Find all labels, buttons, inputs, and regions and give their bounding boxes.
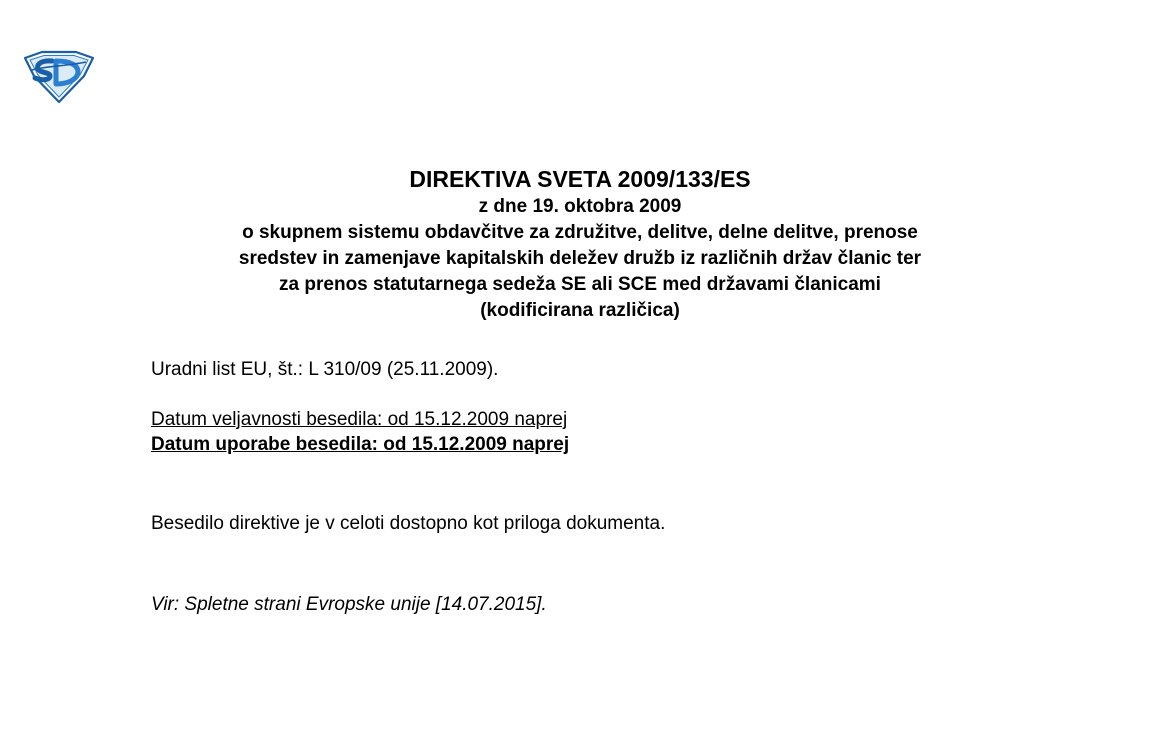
validity-date: Datum veljavnosti besedila: od 15.12.2009 naprej bbox=[151, 409, 568, 430]
subject-line: za prenos statutarnega sedeža SE ali SCE med državami članicami bbox=[279, 274, 881, 295]
sd-shield-logo bbox=[22, 48, 96, 104]
attachment-note: Besedilo direktive je v celoti dostopno kot priloga dokumenta. bbox=[151, 513, 666, 534]
source-note: Vir: Spletne strani Evropske unije [14.07.2015]. bbox=[151, 594, 547, 615]
uradni-list-reference: Uradni list EU, št.: L 310/09 (25.11.2009). bbox=[151, 359, 499, 380]
shield-logo-icon bbox=[22, 48, 96, 104]
document-title: DIREKTIVA SVETA 2009/133/ES bbox=[409, 166, 751, 192]
document-date: z dne 19. oktobra 2009 bbox=[478, 196, 682, 217]
document-header bbox=[120, 164, 1040, 324]
application-date: Datum uporabe besedila: od 15.12.2009 naprej bbox=[151, 434, 570, 455]
subject-line: sredstev in zamenjave kapitalskih deležev družb iz različnih držav članic ter bbox=[238, 248, 922, 269]
subject-line: o skupnem sistemu obdavčitve za združitve, delitve, delne delitve, prenose bbox=[242, 222, 918, 243]
subject-line: (kodificirana različica) bbox=[480, 300, 680, 321]
